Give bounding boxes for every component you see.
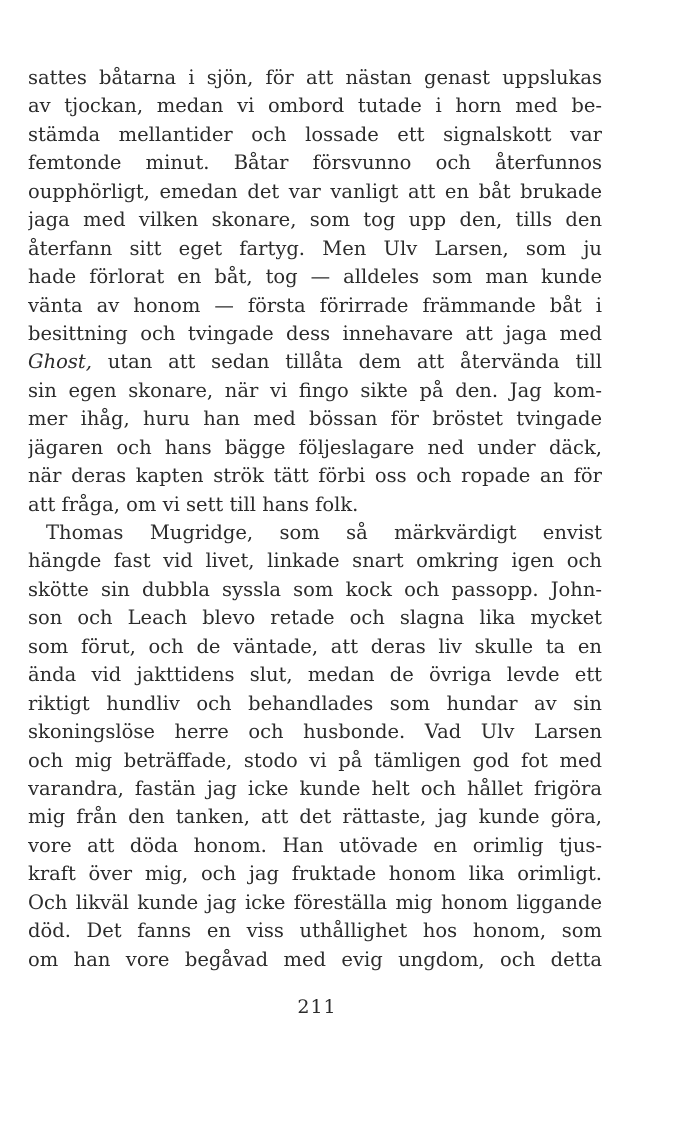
text-line-rest: utan att sedan tillåta dem att återvända till [107,350,602,374]
text-line: jägaren och hans bägge följeslagare ned under däck, [28,435,602,459]
text-line: mig från den tanken, att det rättaste, jag kunde göra, [28,805,602,829]
text-line: hängde fast vid livet, linkade snart omkring igen och [28,549,602,573]
text-line: vänta av honom — första förirrade främmande båt i [28,293,602,317]
text-line: hade förlorat en båt, tog — alldeles som man kunde [28,265,602,289]
text-line: som förut, och de väntade, att deras liv skulle ta en [28,634,602,658]
text-line: femtonde minut. Båtar försvunno och återfunnos [28,151,602,175]
text-line: mer ihåg, huru han med bössan för bröstet tvingade [28,407,602,431]
text-line: skoningslöse herre och husbonde. Vad Ulv Larsen [28,720,602,744]
text-line: av tjockan, medan vi ombord tutade i horn med be- [28,94,602,118]
text-line: varandra, fastän jag icke kunde helt och hållet frigöra [28,776,602,800]
paragraph-start-line: Thomas Mugridge, som så märkvärdigt envist [46,521,602,544]
text-line: jaga med vilken skonare, som tog upp den, tills den [28,208,602,232]
text-line: ända vid jakttidens slut, medan de övriga levde ett [28,663,602,687]
text-line: skötte sin dubbla syssla som kock och passopp. John- [28,577,602,601]
text-line: kraft över mig, och jag fruktade honom lika orimligt. [28,862,602,886]
text-line: när deras kapten strök tätt förbi oss och ropade an för [28,464,602,488]
text-line: besittning och tvingade dess innehavare att jaga med [28,321,602,345]
text-line: Och likväl kunde jag icke föreställa mig honom liggande [28,890,602,914]
text-line: vore att döda honom. Han utövade en orimlig tjus- [28,833,602,857]
text-line: återfann sitt eget fartyg. Men Ulv Larsen, som ju [28,236,602,260]
text-line: död. Det fanns en viss uthållighet hos honom, som [28,919,602,943]
text-line: stämda mellantider och lossade ett signalskott var [28,122,602,146]
text-line: son och Leach blevo retade och slagna lika mycket [28,606,602,630]
body-text [28,64,602,974]
page-number: 211 [297,996,337,1018]
ship-name: Ghost, [28,350,92,374]
text-line: sattes båtarna i sjön, för att nästan genast uppslukas [28,66,602,89]
text-line: om han vore begåvad med evig ungdom, och detta [28,947,602,971]
text-line: sin egen skonare, när vi fingo sikte på den. Jag kom- [28,378,602,402]
text-line [28,348,602,376]
text-line: oupphörligt, emedan det var vanligt att en båt brukade [28,179,602,203]
paragraph-end-line: att fråga, om vi sett till hans folk. [28,492,359,516]
text-line: och mig beträffade, stodo vi på tämligen god fot med [28,748,602,772]
text-line: riktigt hundliv och behandlades som hundar av sin [28,691,602,715]
